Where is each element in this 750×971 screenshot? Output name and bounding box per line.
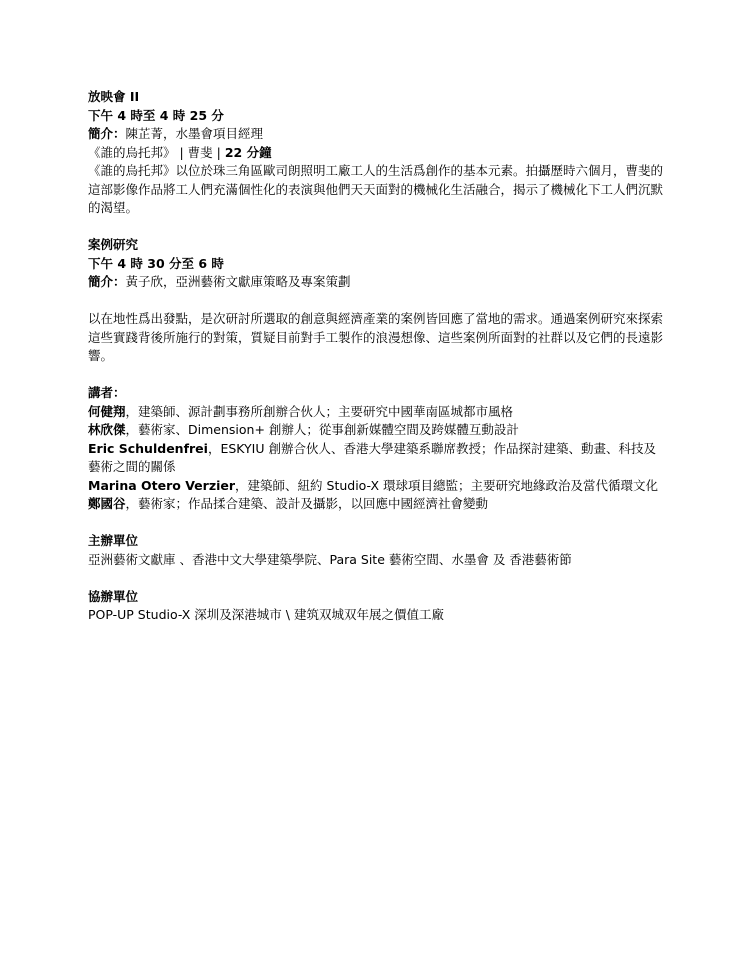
speaker-item [88, 421, 668, 440]
speaker-desc: ，ESKYIU 創辦合伙人、香港大學建築系聯席教授；作品探討建築、動畫、科技及藝術之間的關係 [88, 440, 656, 474]
case-study-time: 下午 4 時 30 分至 6 時 [88, 255, 224, 271]
film-title: 《誰的烏托邦》 [88, 144, 176, 160]
speaker-desc: ，藝術家、Dimension+ 創辦人；從事創新媒體空間及跨媒體互動設計 [125, 422, 519, 437]
screening-description: 《誰的烏托邦》以位於珠三角區歐司朗照明工廠工人的生活爲創作的基本元素。拍攝歷時六個月，曹斐的這部影像作品將工人們充滿個性化的表演與他們天天面對的機械化生活融合，揭示了機械化下工人們沉默的渴望。 [88, 163, 664, 215]
screening-intro-label: 簡介： [88, 126, 126, 141]
film-duration: 22 分鐘 [224, 144, 272, 160]
speaker-desc: ，建築師、源計劃事務所創辦合伙人；主要研究中國華南區城都市風格 [125, 403, 514, 419]
screening-time: 下午 4 時至 4 時 25 分 [88, 107, 224, 123]
speaker-desc: ，藝術家；作品揉合建築、設計及攝影，以回應中國經濟社會變動 [125, 496, 489, 511]
organizers-section [88, 532, 668, 569]
screening-intro-text: 陳芷菁，水墨會項目經理 [125, 126, 264, 141]
speakers-label: 講者： [88, 385, 126, 400]
speaker-name: Eric Schuldenfrei [88, 440, 208, 456]
speaker-name: 林欣傑 [88, 422, 126, 437]
speakers-section [88, 384, 668, 514]
document-page [88, 88, 668, 625]
screening-title: 放映會 II [88, 89, 140, 104]
speaker-item [88, 440, 668, 477]
speaker-item [88, 403, 668, 422]
co-organizers-text: POP-UP Studio-X 深圳及深港城市 \ 建筑双城双年展之價值工廠 [88, 607, 444, 622]
speaker-name: Marina Otero Verzier [88, 477, 236, 493]
organizers-text: 亞洲藝術文獻庫 、香港中文大學建築學院、Para Site 藝術空間、水墨會 及 香港藝術節 [88, 551, 572, 567]
screening-intro [88, 125, 668, 144]
co-organizers-section [88, 588, 668, 625]
film-director: | 曹斐 | [175, 144, 225, 160]
case-study-intro-text: 黃子欣，亞洲藝術文獻庫策略及專案策劃 [125, 274, 351, 289]
co-organizers-title: 協辦單位 [88, 588, 139, 604]
case-study-description: 以在地性爲出發點，是次研討所選取的創意與經濟產業的案例皆回應了當地的需求。通過案例研究來探索這些實踐背後所施行的對策，質疑目前對手工製作的浪漫想像、這些案例所面對的社群以及它們的長遠影響。 [88, 311, 664, 363]
case-study-intro [88, 273, 668, 292]
speaker-name: 鄭國谷 [88, 496, 126, 511]
screening-section [88, 88, 668, 218]
speaker-desc: ，建築師、紐約 Studio-X 環球項目總監；主要研究地緣政治及當代循環文化 [235, 477, 658, 493]
speaker-item [88, 477, 668, 496]
film-info [88, 144, 668, 163]
speaker-item [88, 495, 668, 514]
speaker-name: 何健翔 [88, 403, 126, 419]
organizers-title: 主辦單位 [88, 533, 139, 548]
case-study-title: 案例研究 [88, 237, 139, 252]
case-study-intro-label: 簡介： [88, 274, 126, 289]
case-study-section [88, 236, 668, 366]
